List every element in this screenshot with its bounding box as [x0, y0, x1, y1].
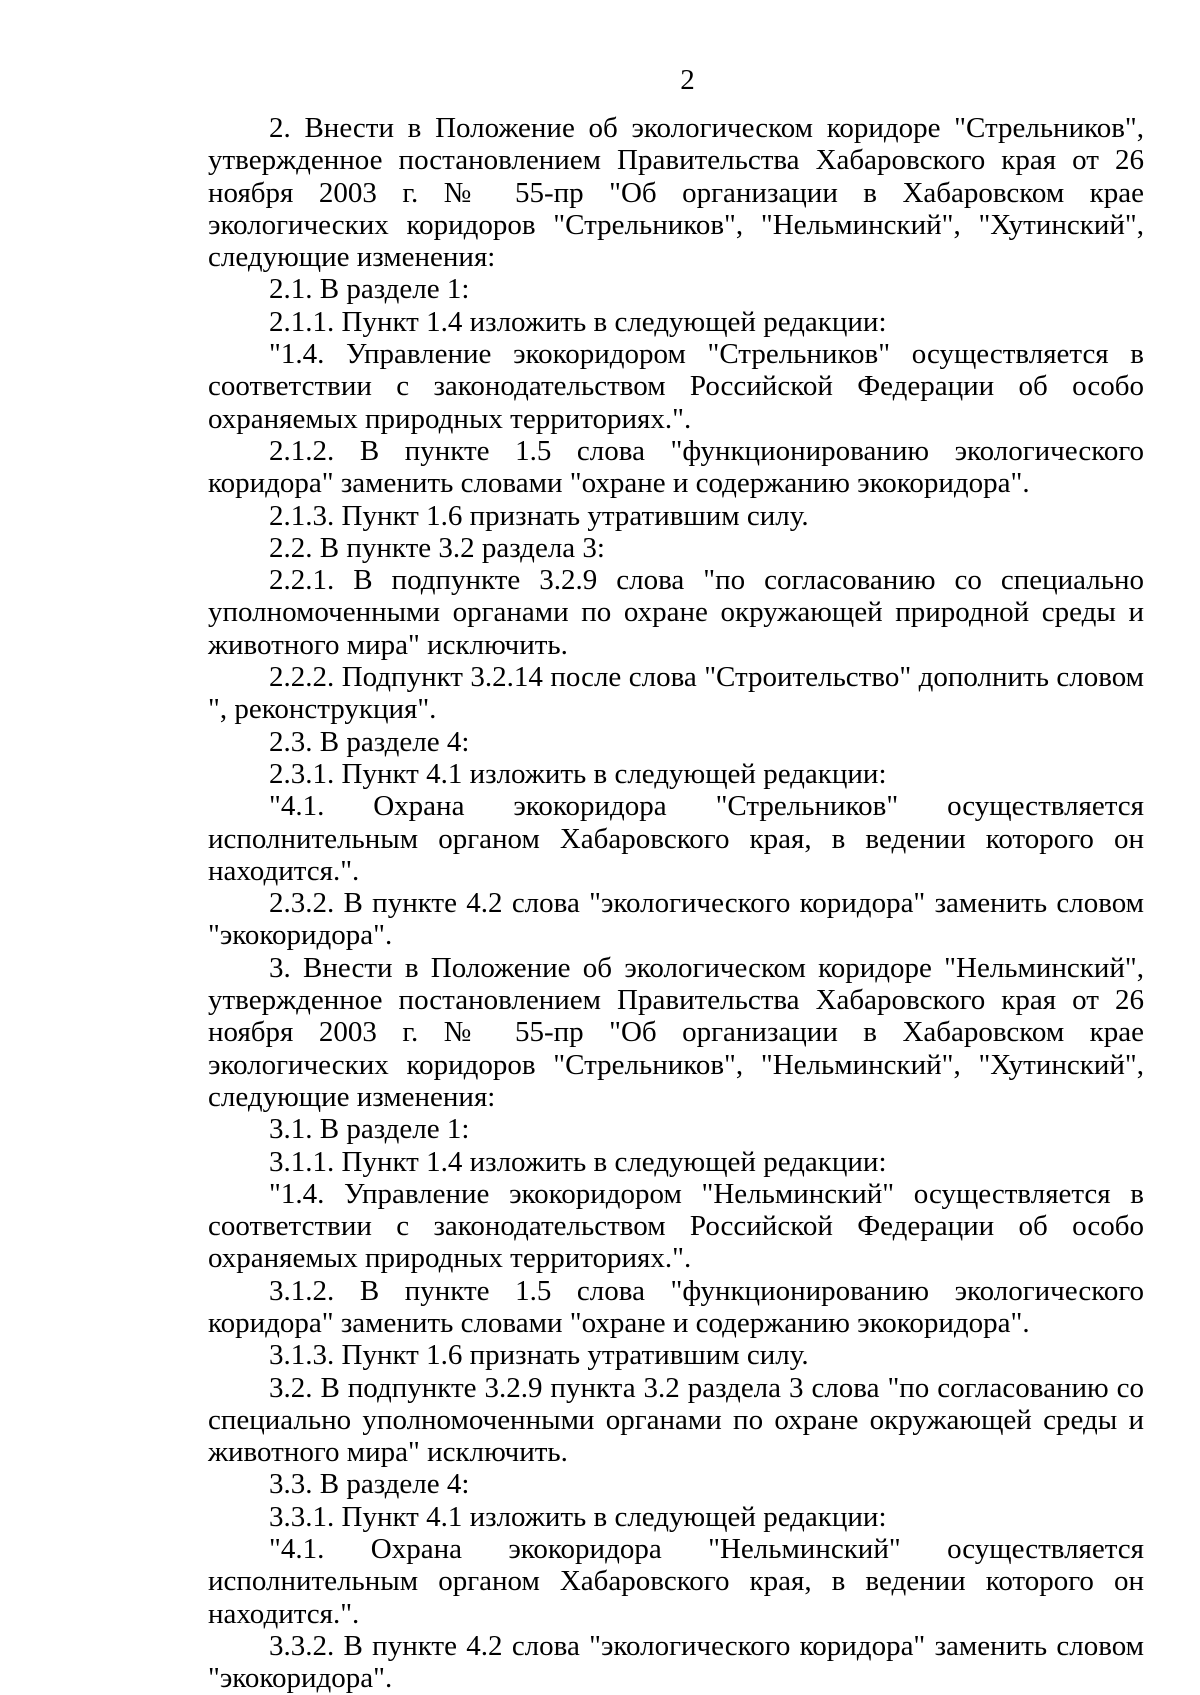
- paragraph: 3. Внести в Положение об экологическом коридоре "Нельминский", утвержденное постановлением Правительства Хабаровского края от 26 ноября 2003 г. № 55-пр "Об организации в Хабаровском крае экологических коридоров "Стрельников", "Нельминский", "Хутинский", следующие изменения:: [208, 951, 1144, 1113]
- paragraph: 2.3. В разделе 4:: [269, 725, 470, 758]
- paragraph: 2.3.1. Пункт 4.1 изложить в следующей редакции:: [269, 757, 887, 790]
- paragraph: 2.2.1. В подпункте 3.2.9 слова "по согласованию со специально уполномоченными органами по охране окружающей природной среды и животного мира" исключить.: [208, 564, 1144, 661]
- paragraph: 2.1.2. В пункте 1.5 слова "функционированию экологического коридора" заменить словами "охране и содержанию экокоридора".: [208, 434, 1144, 500]
- paragraph: 2.1.1. Пункт 1.4 изложить в следующей редакции:: [269, 305, 887, 338]
- paragraph: 2.3.2. В пункте 4.2 слова "экологического коридора" заменить словом "экокоридора".: [208, 887, 1144, 952]
- paragraph: 3.1. В разделе 1:: [269, 1113, 470, 1146]
- paragraph: "1.4. Управление экокоридором "Нельминский" осуществляется в соответствии с законодательством Российской Федерации об особо охраняемых природных территориях.".: [208, 1177, 1144, 1275]
- paragraph: "4.1. Охрана экокоридора "Нельминский" осуществляется исполнительным органом Хабаровского края, в ведении которого он находится.".: [208, 1533, 1144, 1630]
- paragraph: 3.1.3. Пункт 1.6 признать утратившим силу.: [269, 1339, 809, 1372]
- document-body: [208, 112, 1144, 1695]
- paragraph: 2.1.3. Пункт 1.6 признать утратившим силу.: [269, 499, 809, 532]
- paragraph: 2. Внести в Положение об экологическом коридоре "Стрельников", утвержденное постановлением Правительства Хабаровского края от 26 ноября 2003 г. № 55-пр "Об организации в Хабаровском крае экологических коридоров "Стрельников", "Нельминский", "Хутинский", следующие изменения:: [208, 112, 1144, 274]
- paragraph: 3.1.1. Пункт 1.4 изложить в следующей редакции:: [269, 1145, 887, 1178]
- paragraph: 3.3.2. В пункте 4.2 слова "экологического коридора" заменить словом "экокоридора".: [208, 1629, 1144, 1695]
- paragraph: 2.2. В пункте 3.2 раздела 3:: [269, 531, 605, 564]
- page-number: 2: [680, 64, 695, 96]
- paragraph: 2.1. В разделе 1:: [269, 273, 470, 306]
- paragraph: 2.2.2. Подпункт 3.2.14 после слова "Строительство" дополнить словом ", реконструкция".: [208, 661, 1144, 726]
- paragraph: 3.1.2. В пункте 1.5 слова "функционированию экологического коридора" заменить словами "охране и содержанию экокоридора".: [208, 1274, 1144, 1339]
- paragraph: "4.1. Охрана экокоридора "Стрельников" осуществляется исполнительным органом Хабаровского края, в ведении которого он находится.".: [208, 790, 1144, 887]
- paragraph: 3.3.1. Пункт 4.1 изложить в следующей редакции:: [269, 1500, 887, 1533]
- paragraph: "1.4. Управление экокоридором "Стрельников" осуществляется в соответствии с законодательством Российской Федерации об особо охраняемых природных территориях.".: [208, 338, 1144, 435]
- paragraph: 3.2. В подпункте 3.2.9 пункта 3.2 раздела 3 слова "по согласованию со специально уполномоченными органами по охране окружающей среды и животного мира" исключить.: [208, 1371, 1144, 1469]
- paragraph: 3.3. В разделе 4:: [269, 1468, 470, 1501]
